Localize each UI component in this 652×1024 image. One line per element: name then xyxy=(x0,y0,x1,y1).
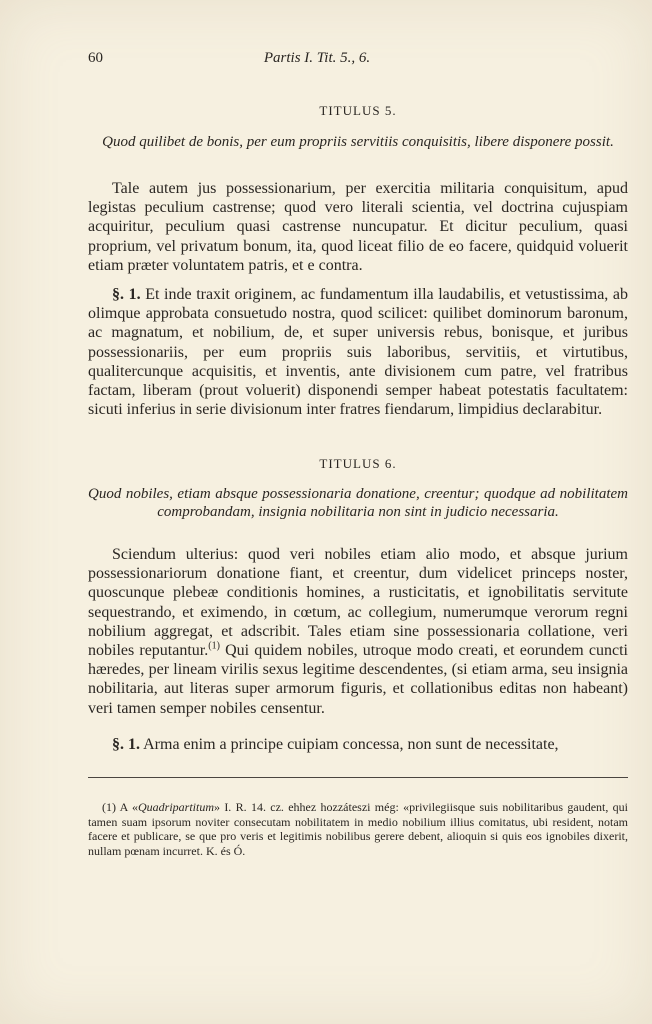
footnote-divider xyxy=(88,777,628,778)
titulus-6-paragraph xyxy=(88,545,628,718)
section-mark: §. 1. xyxy=(112,286,141,303)
titulus-6-section-1 xyxy=(88,735,628,754)
footnote-text-before: A « xyxy=(116,800,138,814)
titulus-6-heading: TITULUS 6. xyxy=(319,456,397,471)
titulus-5-paragraph: Tale autem jus possessionarium, per exercitia militaria conquisitum, apud legistas peculium castrense; quod vero literali scientia, vel doctrina cujuspiam acquiritur, peculium quasi castrense nuncupatur. Et dicitur peculium, quasi proprium, vel privatum bonum, ita, quod liceat filio de eo facere, quidquid voluerit etiam præter voluntatem patris, et e contra. xyxy=(88,180,628,274)
page-number: 60 xyxy=(88,50,103,66)
titulus-6-subtitle: Quod nobiles, etiam absque possessionaria donatione, creentur; quodque ad nobilitatem comprobandam, insignia nobilitaria non sint in judicio necessaria. xyxy=(88,486,628,520)
section-mark: §. 1. xyxy=(112,736,140,753)
footnote xyxy=(88,800,628,858)
footnote-marker: (1) xyxy=(102,800,116,814)
footnote-reference: (1) xyxy=(208,640,220,652)
running-head: Partis I. Tit. 5., 6. xyxy=(263,50,371,66)
paragraph-text-part-1: Sciendum ulterius: quod veri nobiles etiam alio modo, et absque jurium possessionariorum donatione fiant, et creentur, dum videlicet princeps noster, quoscunque plebeæ conditionis homines, a rusticitatis, et ignobilitatis servitute sequestrando, et eximendo, in cœtum, ac collegium, numerumque verorum regni nobilium aggregat, et adscribit. Tales etiam sine possessionaria collatione, veri nobiles reputantur. xyxy=(88,546,628,660)
titulus-5-subtitle: Quod quilibet de bonis, per eum propriis servitiis conquisitis, libere disponere possit. xyxy=(102,134,614,150)
section-text: Et inde traxit originem, ac fundamentum illa laudabilis, et vetustissima, ab olimque approbata consuetudo nostra, quod scilicet: quilibet dominorum baronum, ac magnatum, et nobilium, de, et super universis rebus, bonisque, et juribus possessionariis, per eum propriis suis laboribus, servitiis, et virtutibus, qualitercunque acquisitis, et inventis, ante divisionem cum patre, vel fratribus factam, liberam (prout voluerit) disponendi semper habeat potestatis facultatem: sicuti inferius in serie divisionum inter fratres fiendarum, limpidius declarabitur. xyxy=(88,286,629,419)
footnote-work-title: Quadripartitum xyxy=(137,800,214,814)
paragraph-text-part-2: Qui quidem nobiles, utroque modo creati, et eorundem cuncti hæredes, per lineam virilis sexus legitime descendentes, (si etiam arma, seu insignia nobilitaria, aut literas super armorum figuris, et collationibus editas non habeant) veri tamen semper nobiles censentur. xyxy=(88,642,628,717)
titulus-5-heading: TITULUS 5. xyxy=(319,103,397,118)
page-header xyxy=(88,50,546,72)
section-text: Arma enim a principe cuipiam concessa, non sunt de necessitate, xyxy=(143,736,559,753)
footnote-text-after: » I. R. 14. cz. ehhez hozzáteszi még: «privilegiisque suis nobilitaribus gaudent, qui tamen suam ipsorum noviter consecutam nobilitatem in medio nobilium illius comitatus, ubi resident, notam facere et publicare, se que pro veris et legitimis nobilibus gerere debent, alioquin si quis eos ignobiles dixerit, nullam pœnam incurret. K. és Ó. xyxy=(88,800,629,858)
titulus-5-section-1 xyxy=(88,285,628,419)
